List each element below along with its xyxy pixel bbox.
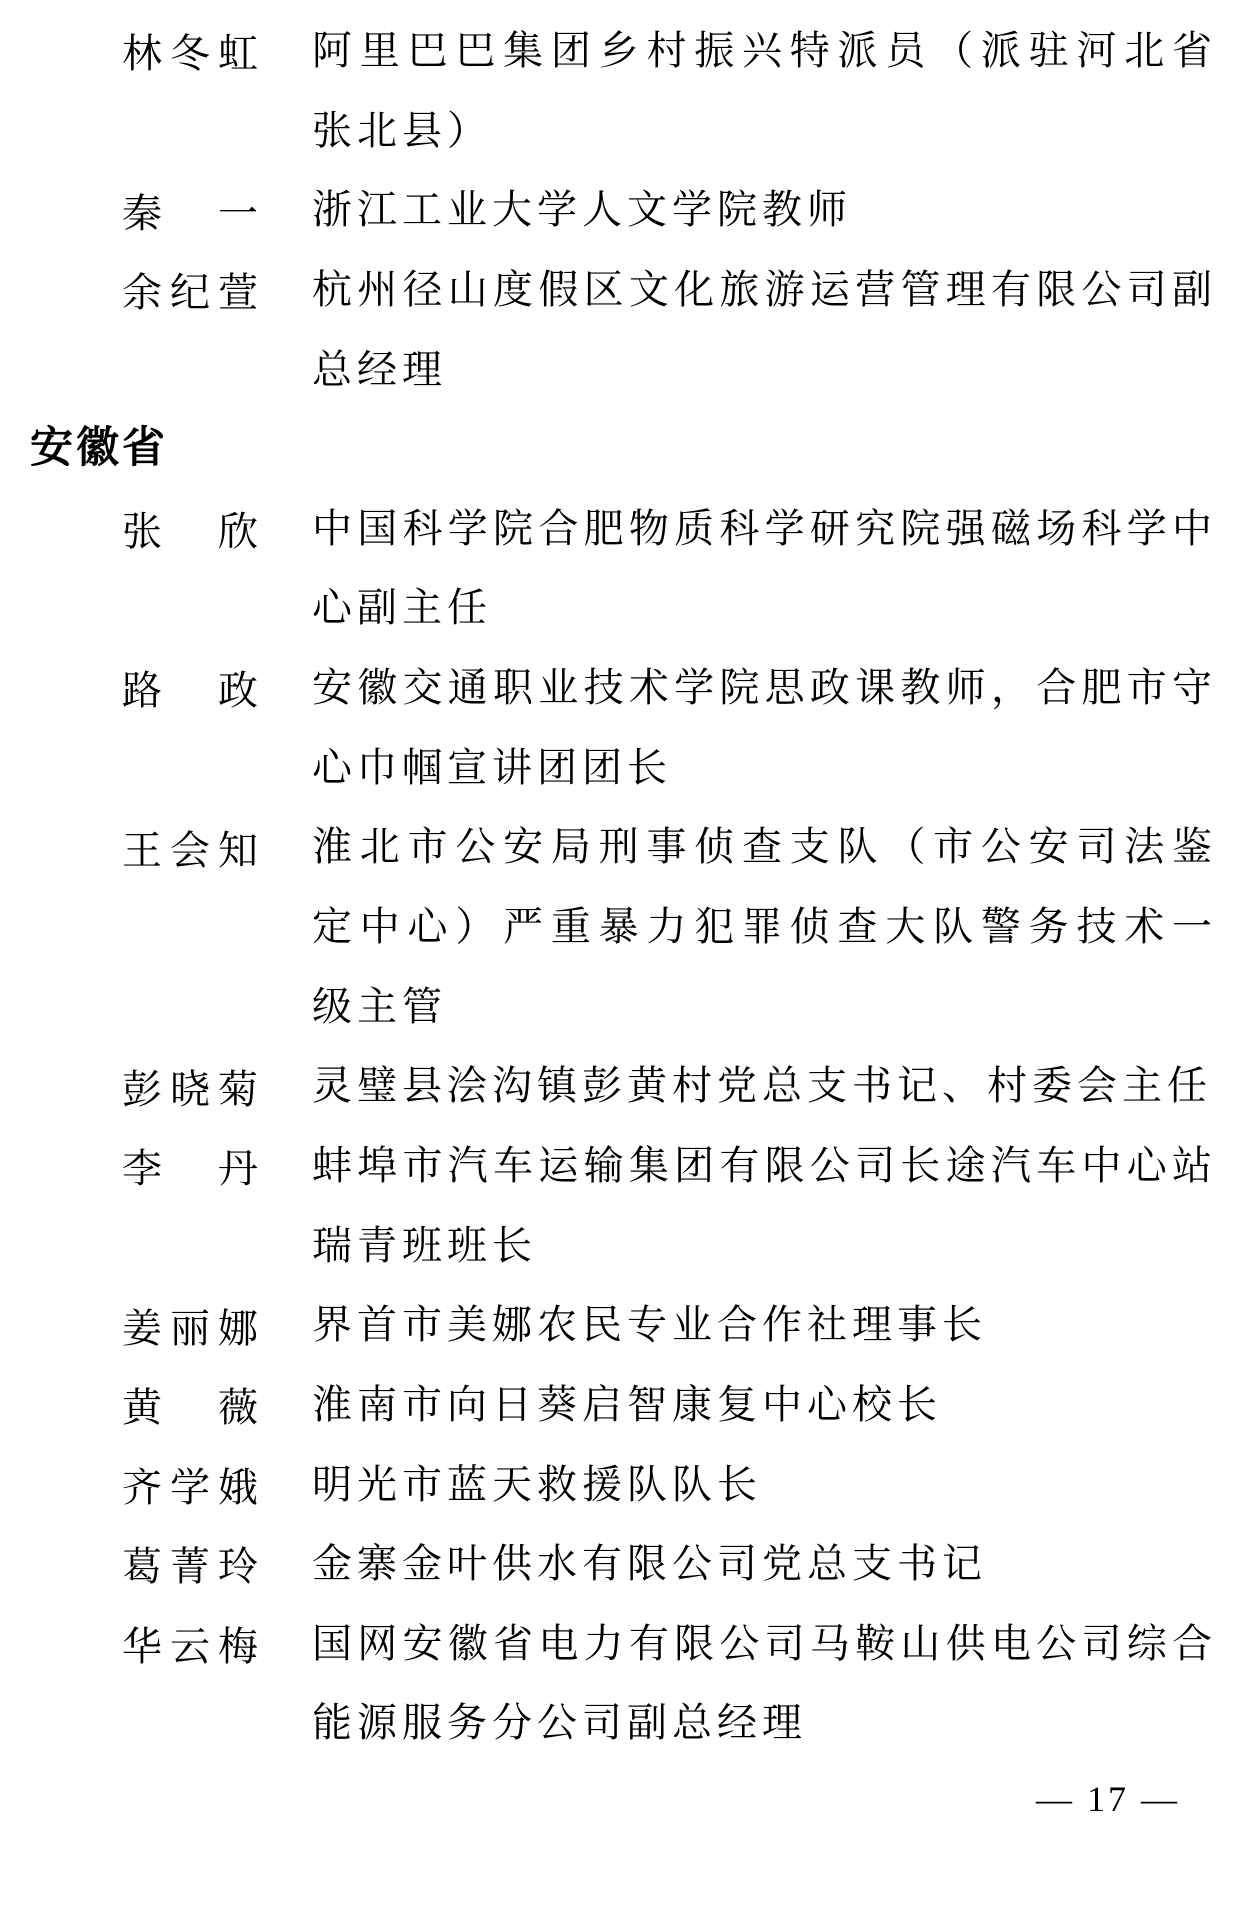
entry-title <box>312 1365 1212 1445</box>
title-line: 心副主任 <box>312 585 492 631</box>
name-char: 娥 <box>218 1464 258 1510</box>
name-char: 娜 <box>218 1305 258 1351</box>
entry-title <box>312 1126 1212 1285</box>
title-line: 总经理 <box>312 346 447 392</box>
title-line: 国网安徽省电力有限公司马鞍山供电公司综合 <box>312 1620 1212 1666</box>
entry-title <box>312 489 1212 648</box>
roster-entry <box>0 648 1242 807</box>
name-char: 路 <box>122 668 162 714</box>
entry-name <box>122 1285 258 1365</box>
roster-entry <box>0 1126 1242 1285</box>
entry-title <box>312 1445 1212 1525</box>
section-header: 安徽省 <box>30 424 168 473</box>
entry-name <box>122 807 258 887</box>
name-char: 玲 <box>218 1544 258 1590</box>
name-char: 菁 <box>170 1544 210 1590</box>
roster-entry <box>0 1445 1242 1525</box>
entry-title <box>312 807 1212 1046</box>
name-char: 冬 <box>170 31 210 77</box>
roster-entry <box>0 807 1242 1046</box>
roster-entry <box>0 250 1242 409</box>
name-char: 虹 <box>218 31 258 77</box>
roster-entry <box>0 1604 1242 1763</box>
name-char: 葛 <box>122 1544 162 1590</box>
name-char: 会 <box>170 827 210 873</box>
name-char: 丹 <box>218 1146 258 1192</box>
title-line: 蚌埠市汽车运输集团有限公司长途汽车中心站 <box>312 1142 1212 1188</box>
title-line: 安徽交通职业技术学院思政课教师，合肥市守 <box>312 665 1212 711</box>
title-line: 心巾帼宣讲团团长 <box>312 744 672 790</box>
entry-name <box>122 489 258 569</box>
roster-entry <box>0 1524 1242 1604</box>
title-line: 明光市蓝天救援队队长 <box>312 1461 762 1507</box>
title-line: 杭州径山度假区文化旅游运营管理有限公司副 <box>312 266 1212 312</box>
entry-name <box>122 1046 258 1126</box>
name-char: 王 <box>122 827 162 873</box>
roster-entry <box>0 1046 1242 1126</box>
name-char: 黄 <box>122 1385 162 1431</box>
entry-title <box>312 1046 1212 1126</box>
entry-title <box>312 170 1212 250</box>
entry-name <box>122 11 258 91</box>
title-line: 能源服务分公司副总经理 <box>312 1700 807 1746</box>
entry-name <box>122 1445 258 1525</box>
entry-name <box>122 250 258 330</box>
roster-list <box>0 11 1242 1763</box>
entry-title <box>312 1524 1212 1604</box>
name-char: 菊 <box>218 1066 258 1112</box>
title-line: 级主管 <box>312 983 447 1029</box>
name-char: 李 <box>122 1146 162 1192</box>
entry-title <box>312 1604 1212 1763</box>
entry-name <box>122 170 258 250</box>
entry-name <box>122 1126 258 1206</box>
entry-title <box>312 1285 1212 1365</box>
name-char: 余 <box>122 270 162 316</box>
roster-entry <box>0 1285 1242 1365</box>
title-line: 界首市美娜农民专业合作社理事长 <box>312 1302 987 1348</box>
name-char: 晓 <box>170 1066 210 1112</box>
name-char: 秦 <box>122 190 162 236</box>
entry-title <box>312 250 1212 409</box>
name-char: 云 <box>170 1624 210 1670</box>
entry-name <box>122 1604 258 1684</box>
title-line: 浙江工业大学人文学院教师 <box>312 187 852 233</box>
name-char: 华 <box>122 1624 162 1670</box>
title-line: 阿里巴巴集团乡村振兴特派员（派驻河北省 <box>312 28 1212 73</box>
name-char: 政 <box>218 668 258 714</box>
roster-entry <box>0 1365 1242 1445</box>
name-char: 林 <box>122 31 162 77</box>
title-line: 金寨金叶供水有限公司党总支书记 <box>312 1541 987 1587</box>
entry-title <box>312 11 1212 170</box>
title-line: 定中心）严重暴力犯罪侦查大队警务技术一 <box>312 904 1212 950</box>
entry-title <box>312 648 1212 807</box>
name-char: 彭 <box>122 1066 162 1112</box>
name-char: 欣 <box>218 509 258 555</box>
name-char: 纪 <box>170 270 210 316</box>
title-line: 灵璧县浍沟镇彭黄村党总支书记、村委会主任 <box>312 1063 1212 1109</box>
name-char: 知 <box>218 827 258 873</box>
roster-entry <box>0 170 1242 250</box>
roster-entry <box>0 11 1242 170</box>
title-line: 淮南市向日葵启智康复中心校长 <box>312 1381 942 1427</box>
entry-name <box>122 648 258 728</box>
name-char: 萱 <box>218 270 258 316</box>
name-char: 一 <box>218 190 258 236</box>
page-number: — 17 — <box>1036 1779 1180 1819</box>
name-char: 张 <box>122 509 162 555</box>
name-char: 齐 <box>122 1464 162 1510</box>
title-line: 淮北市公安局刑事侦查支队（市公安司法鉴 <box>312 824 1212 870</box>
title-line: 中国科学院合肥物质科学研究院强磁场科学中 <box>312 505 1212 551</box>
entry-name <box>122 1524 258 1604</box>
roster-entry <box>0 489 1242 648</box>
name-char: 薇 <box>218 1385 258 1431</box>
entry-name <box>122 1365 258 1445</box>
title-line: 瑞青班班长 <box>312 1222 537 1268</box>
name-char: 梅 <box>218 1624 258 1670</box>
name-char: 丽 <box>170 1305 210 1351</box>
name-char: 姜 <box>122 1305 162 1351</box>
name-char: 学 <box>170 1464 210 1510</box>
title-line: 张北县） <box>312 107 492 153</box>
